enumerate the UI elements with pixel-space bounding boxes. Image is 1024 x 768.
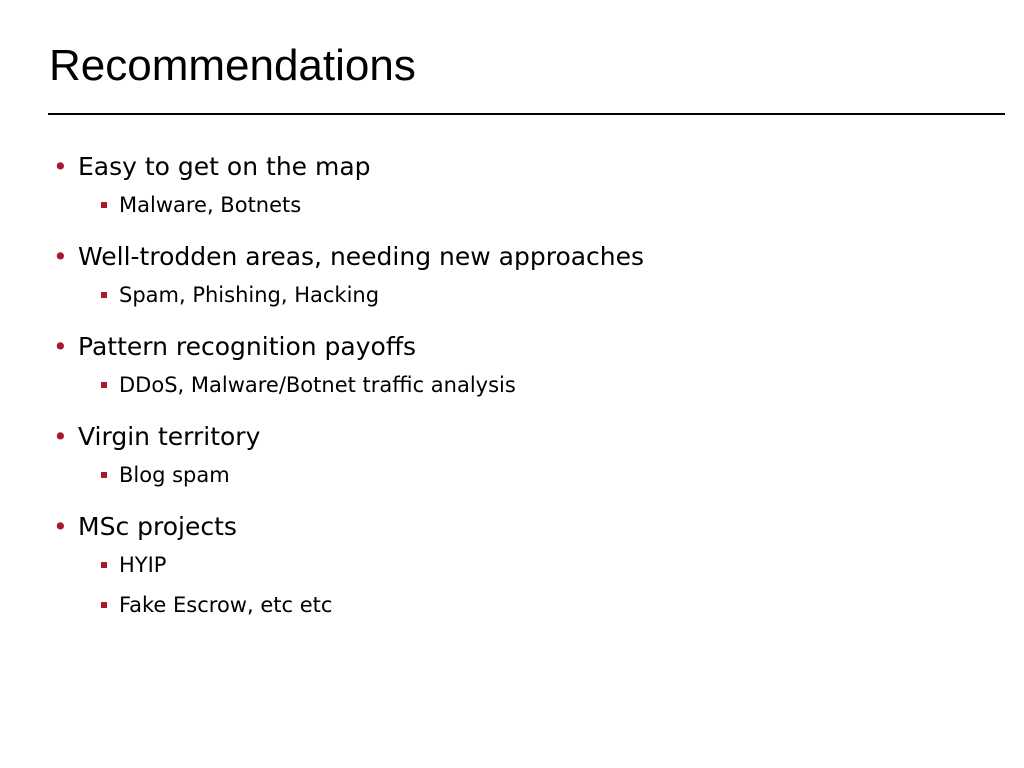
bullet-item [48,419,1008,455]
bullet-text: Pattern recognition payoffs [78,332,417,361]
square-bullet-icon [101,602,107,608]
square-bullet-icon [101,472,107,478]
sub-bullet-text: HYIP [119,553,167,577]
bullet-dot-icon: • [53,422,68,451]
sub-bullet-item [48,365,1008,405]
bullet-text: MSc projects [78,512,237,541]
bullet-text: Easy to get on the map [78,152,371,181]
sub-bullet-text: DDoS, Malware/Botnet traffic analysis [119,373,516,397]
bullet-text: Virgin territory [78,422,261,451]
square-bullet-icon [101,202,107,208]
bullet-item [48,509,1008,545]
square-bullet-icon [101,562,107,568]
sub-bullet-item [48,585,1008,625]
sub-bullet-text: Malware, Botnets [119,193,302,217]
square-bullet-icon [101,292,107,298]
bullet-item [48,239,1008,275]
sub-bullet-text: Spam, Phishing, Hacking [119,283,380,307]
bullet-dot-icon: • [53,152,68,181]
bullet-text: Well-trodden areas, needing new approaches [78,242,645,271]
bullet-list [48,149,1008,625]
sub-bullet-text: Fake Escrow, etc etc [119,593,333,617]
sub-bullet-text: Blog spam [119,463,230,487]
bullet-dot-icon: • [53,512,68,541]
title-underline [48,113,1005,115]
sub-bullet-item [48,455,1008,495]
slide-title: Recommendations [49,41,416,90]
bullet-item [48,149,1008,185]
bullet-item [48,329,1008,365]
bullet-dot-icon: • [53,242,68,271]
sub-bullet-item [48,275,1008,315]
bullet-dot-icon: • [53,332,68,361]
square-bullet-icon [101,382,107,388]
sub-bullet-item [48,185,1008,225]
sub-bullet-item [48,545,1008,585]
